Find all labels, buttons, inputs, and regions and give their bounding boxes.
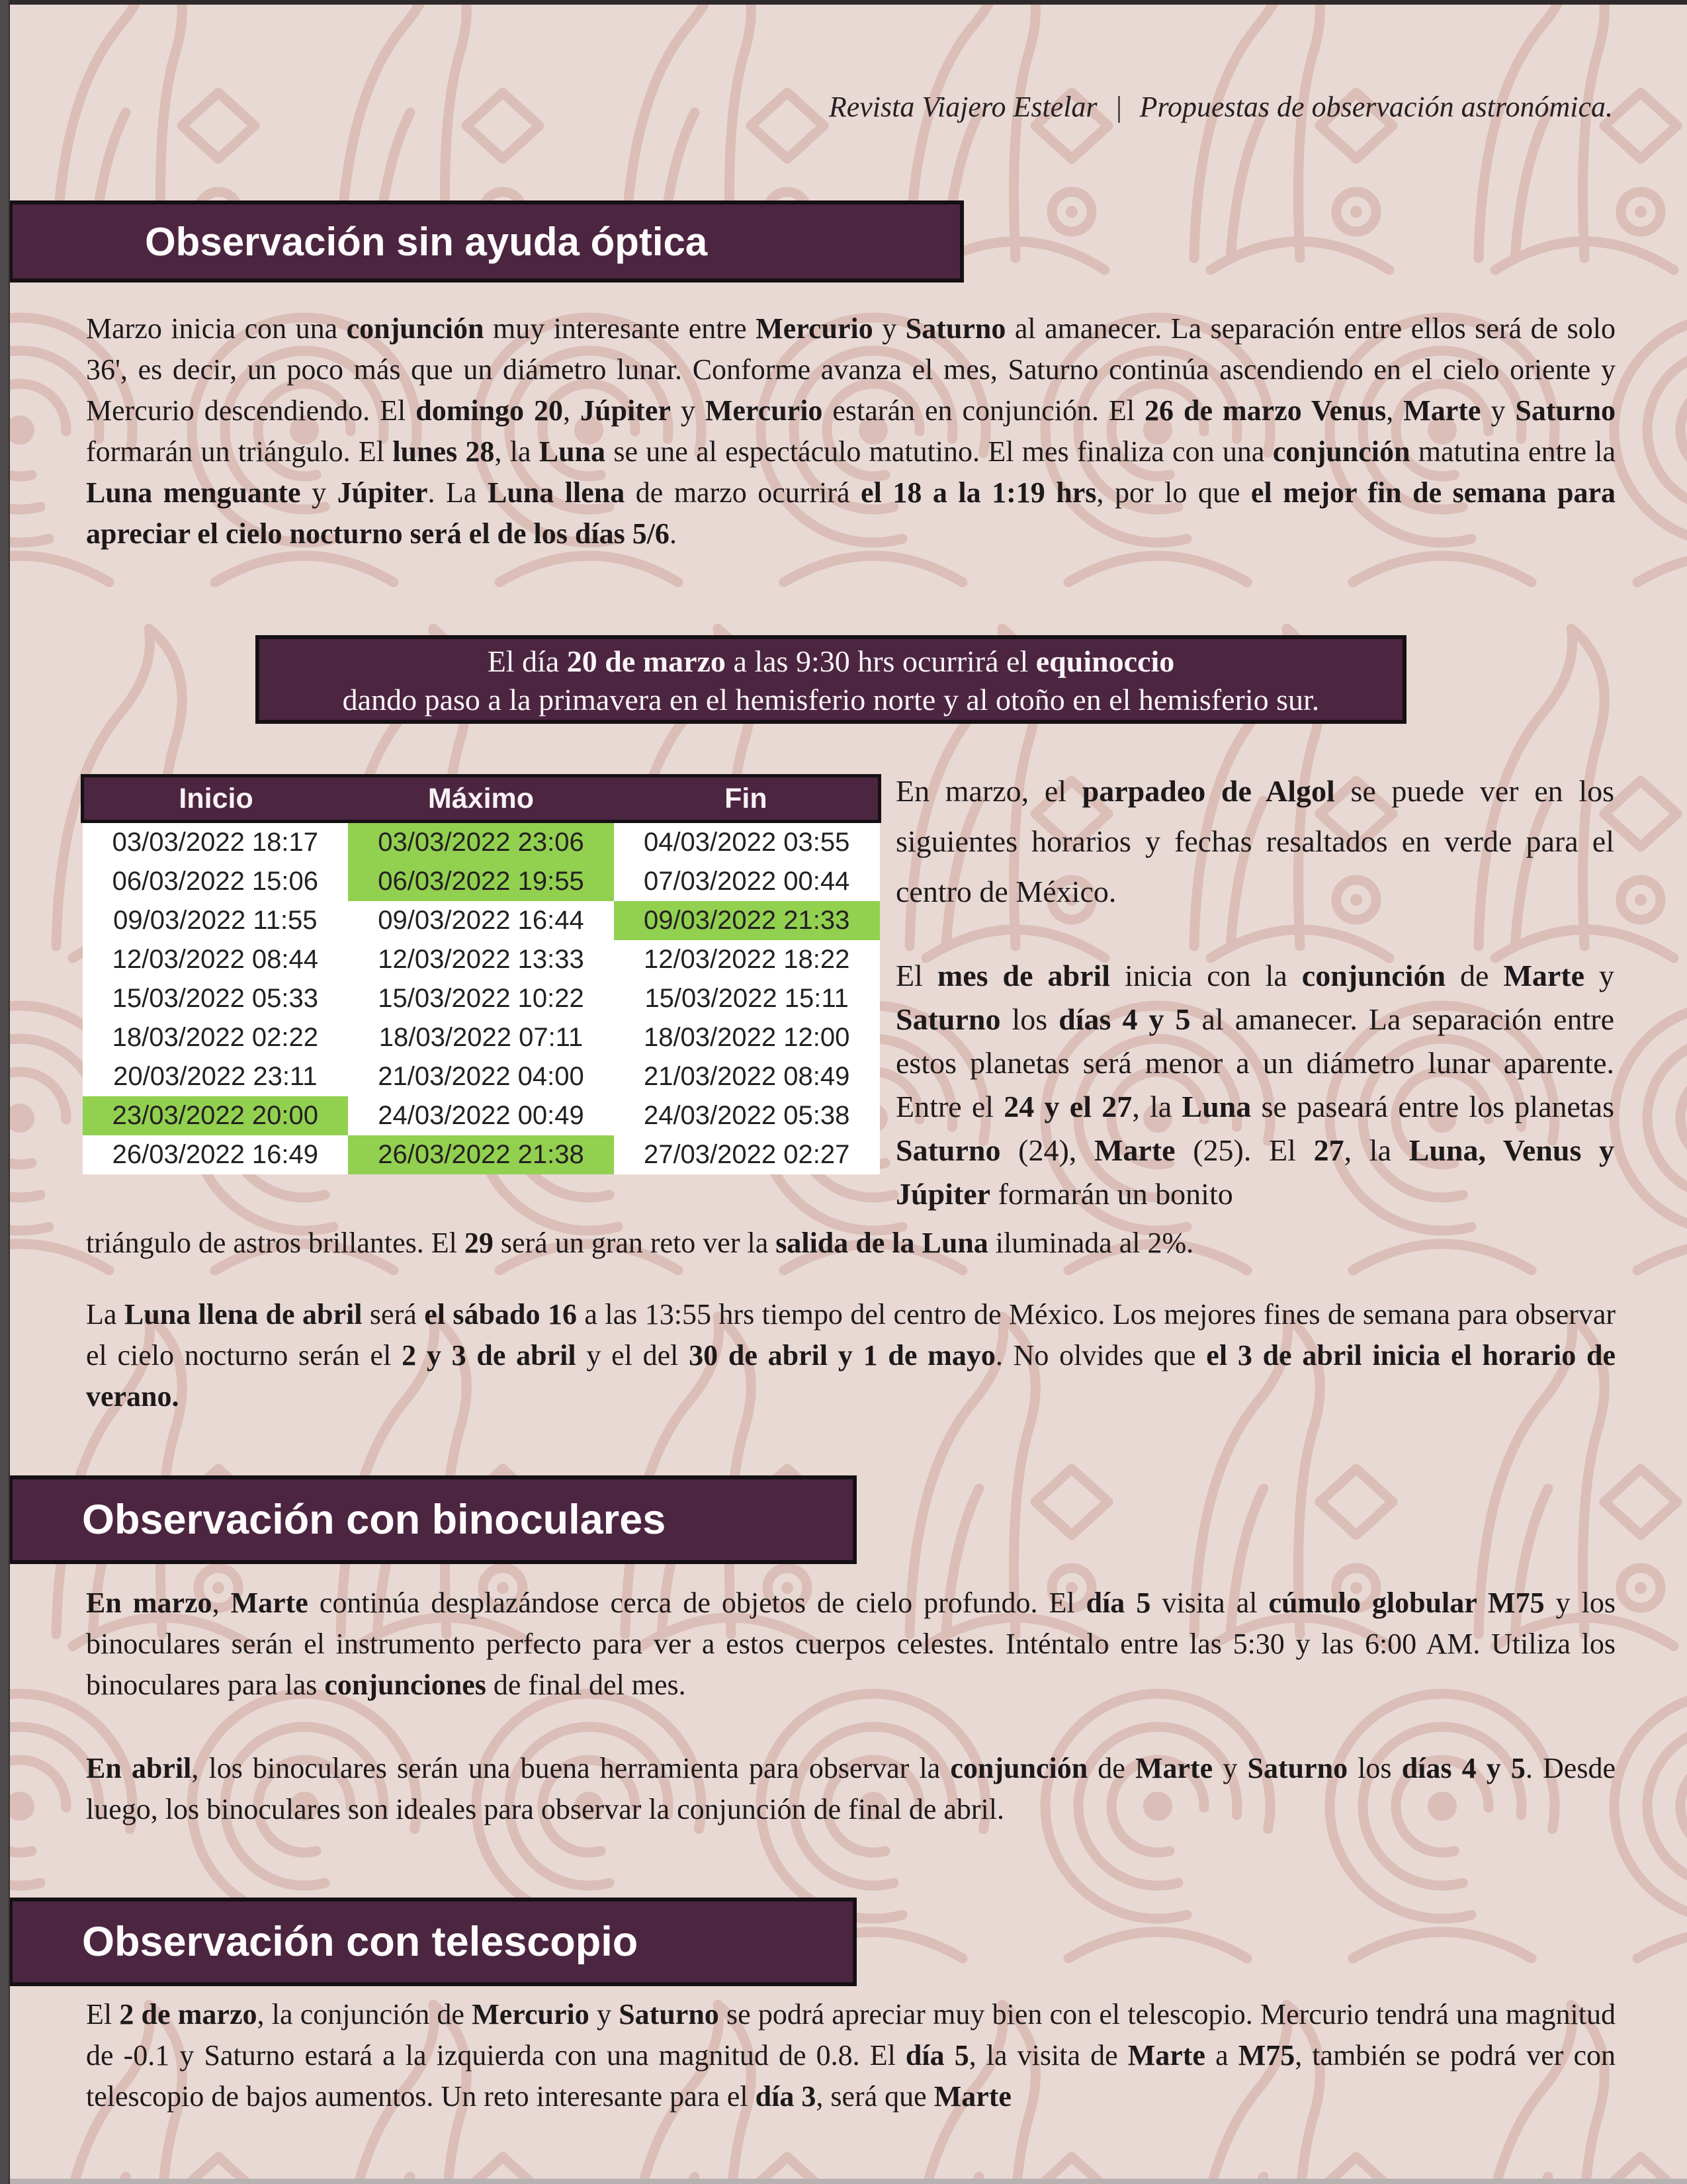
column-header: Máximo [348,776,614,822]
section-title: Observación sin ayuda óptica [145,219,708,264]
algol-side-text [896,766,1614,1216]
table-cell: 18/03/2022 12:00 [614,1018,880,1057]
paragraph-binoculares-abril: En abril, los binoculares serán una buena herramienta para observar la conjunción de Marte y Saturno los días 4 y 5. Desde luego, los binoculares son ideales para observar la conjunción de final de abril. [86,1752,1616,1825]
table-cell: 12/03/2022 08:44 [83,940,349,979]
table-cell: 15/03/2022 10:22 [348,979,614,1018]
table-cell: 03/03/2022 18:17 [83,822,349,863]
equinox-callout [255,635,1406,724]
running-header [829,90,1613,124]
table-cell: 24/03/2022 05:38 [614,1096,880,1135]
table-cell-highlighted: 03/03/2022 23:06 [348,822,614,863]
bottom-border [0,2179,1687,2184]
table-cell: 27/03/2022 02:27 [614,1135,880,1174]
table-cell: 12/03/2022 13:33 [348,940,614,979]
top-border [0,0,1687,5]
table-row [83,1057,880,1096]
table-row [83,1096,880,1135]
table-cell: 06/03/2022 15:06 [83,862,349,901]
table-cell: 15/03/2022 05:33 [83,979,349,1018]
table-row [83,1135,880,1174]
table-cell: 18/03/2022 02:22 [83,1018,349,1057]
table-row [83,901,880,940]
table-row [83,1018,880,1057]
table-cell: 07/03/2022 00:44 [614,862,880,901]
paragraph-binoculares-marzo: En marzo, Marte continúa desplazándose cerca de objetos de cielo profundo. El día 5 visita al cúmulo globular M75 y los binoculares serán el instrumento perfecto para ver a estos cuerpos celestes. Inténtalo entre las 5:30 y las 6:00 AM. Utiliza los binoculares para las conjunciones de final del mes. [86,1587,1616,1701]
algol-table-body [83,822,880,1175]
table-cell-highlighted: 09/03/2022 21:33 [614,901,880,940]
section-title: Observación con telescopio [82,1919,638,1965]
paragraph-abril-continuation: triángulo de astros brillantes. El 29 será un gran reto ver la salida de la Luna iluminada al 2%. [86,1227,1194,1259]
header-separator: | [1114,91,1123,123]
table-cell-highlighted: 26/03/2022 21:38 [348,1135,614,1174]
section-header-sin-ayuda-optica [9,200,964,283]
table-cell: 15/03/2022 15:11 [614,979,880,1018]
algol-table-header-row [83,776,880,822]
table-cell: 21/03/2022 08:49 [614,1057,880,1096]
paragraph-algol-note: En marzo, el parpadeo de Algol se puede ver en los siguientes horarios y fechas resaltados en verde para el centro de México. [896,774,1615,908]
table-cell-highlighted: 23/03/2022 20:00 [83,1096,349,1135]
column-header: Fin [614,776,880,822]
left-border-bar [0,0,10,2184]
section-header-binoculares [9,1475,857,1564]
column-header: Inicio [83,776,349,822]
table-cell: 26/03/2022 16:49 [83,1135,349,1174]
paragraph-abril-start: El mes de abril inicia con la conjunción de Marte y Saturno los días 4 y 5 al amanecer. La separación entre estos planetas será menor a un diámetro lunar aparente. Entre el 24 y el 27, la Luna se paseará entre los planetas Saturno (24), Marte (25). El 27, la Luna, Venus y Júpiter formarán un bonito [896,959,1615,1211]
continuation-block [86,1223,1616,1417]
table-row [83,862,880,901]
section-title: Observación con binoculares [82,1497,666,1543]
equinox-line-2: dando paso a la primavera en el hemisferio norte y al otoño en el hemisferio sur. [342,683,1320,717]
section-header-telescopio [9,1898,857,1986]
page-subject: Propuestas de observación astronómica. [1139,91,1613,123]
table-row [83,940,880,979]
algol-table [81,774,881,1174]
equinox-line-1: El día 20 de marzo a las 9:30 hrs ocurrirá el equinoccio [487,644,1175,678]
table-cell: 09/03/2022 11:55 [83,901,349,940]
binoculares-block [86,1583,1616,1830]
paragraph-marzo-intro: Marzo inicia con una conjunción muy interesante entre Mercurio y Saturno al amanecer. La separación entre ellos será de solo 36', es decir, un poco más que un diámetro lunar. Conforme avanza el mes, Saturno continúa ascendiendo en el cielo oriente y Mercurio descendiendo. El domingo 20, Júpiter y Mercurio estarán en conjunción. El 26 de marzo Venus, Marte y Saturno formarán un triángulo. El lunes 28, la Luna se une al espectáculo matutino. El mes finaliza con una conjunción matutina entre la Luna menguante y Júpiter. La Luna llena de marzo ocurrirá el 18 a la 1:19 hrs, por lo que el mejor fin de semana para apreciar el cielo nocturno será el de los días 5/6. [86,312,1616,550]
table-row [83,979,880,1018]
table-cell-highlighted: 06/03/2022 19:55 [348,862,614,901]
table-cell: 21/03/2022 04:00 [348,1057,614,1096]
table-cell: 20/03/2022 23:11 [83,1057,349,1096]
table-cell: 24/03/2022 00:49 [348,1096,614,1135]
table-cell: 04/03/2022 03:55 [614,822,880,863]
table-cell: 09/03/2022 16:44 [348,901,614,940]
paragraph-luna-llena-abril: La Luna llena de abril será el sábado 16 a las 13:55 hrs tiempo del centro de México. Los mejores fines de semana para observar el cielo nocturno serán el 2 y 3 de abril y el del 30 de abril y 1 de mayo. No olvides que el 3 de abril inicia el horario de verano. [86,1298,1616,1413]
table-cell: 18/03/2022 07:11 [348,1018,614,1057]
table-cell: 12/03/2022 18:22 [614,940,880,979]
paragraph-telescopio: El 2 de marzo, la conjunción de Mercurio y Saturno se podrá apreciar muy bien con el telescopio. Mercurio tendrá una magnitud de -0.1 y Saturno estará a la izquierda con una magnitud de 0.8. El día 5, la visita de Marte a M75, también se podrá ver con telescopio de bajos aumentos. Un reto interesante para el día 3, será que Marte [86,1998,1616,2113]
table-row [83,822,880,863]
magazine-title: Revista Viajero Estelar [828,91,1098,123]
